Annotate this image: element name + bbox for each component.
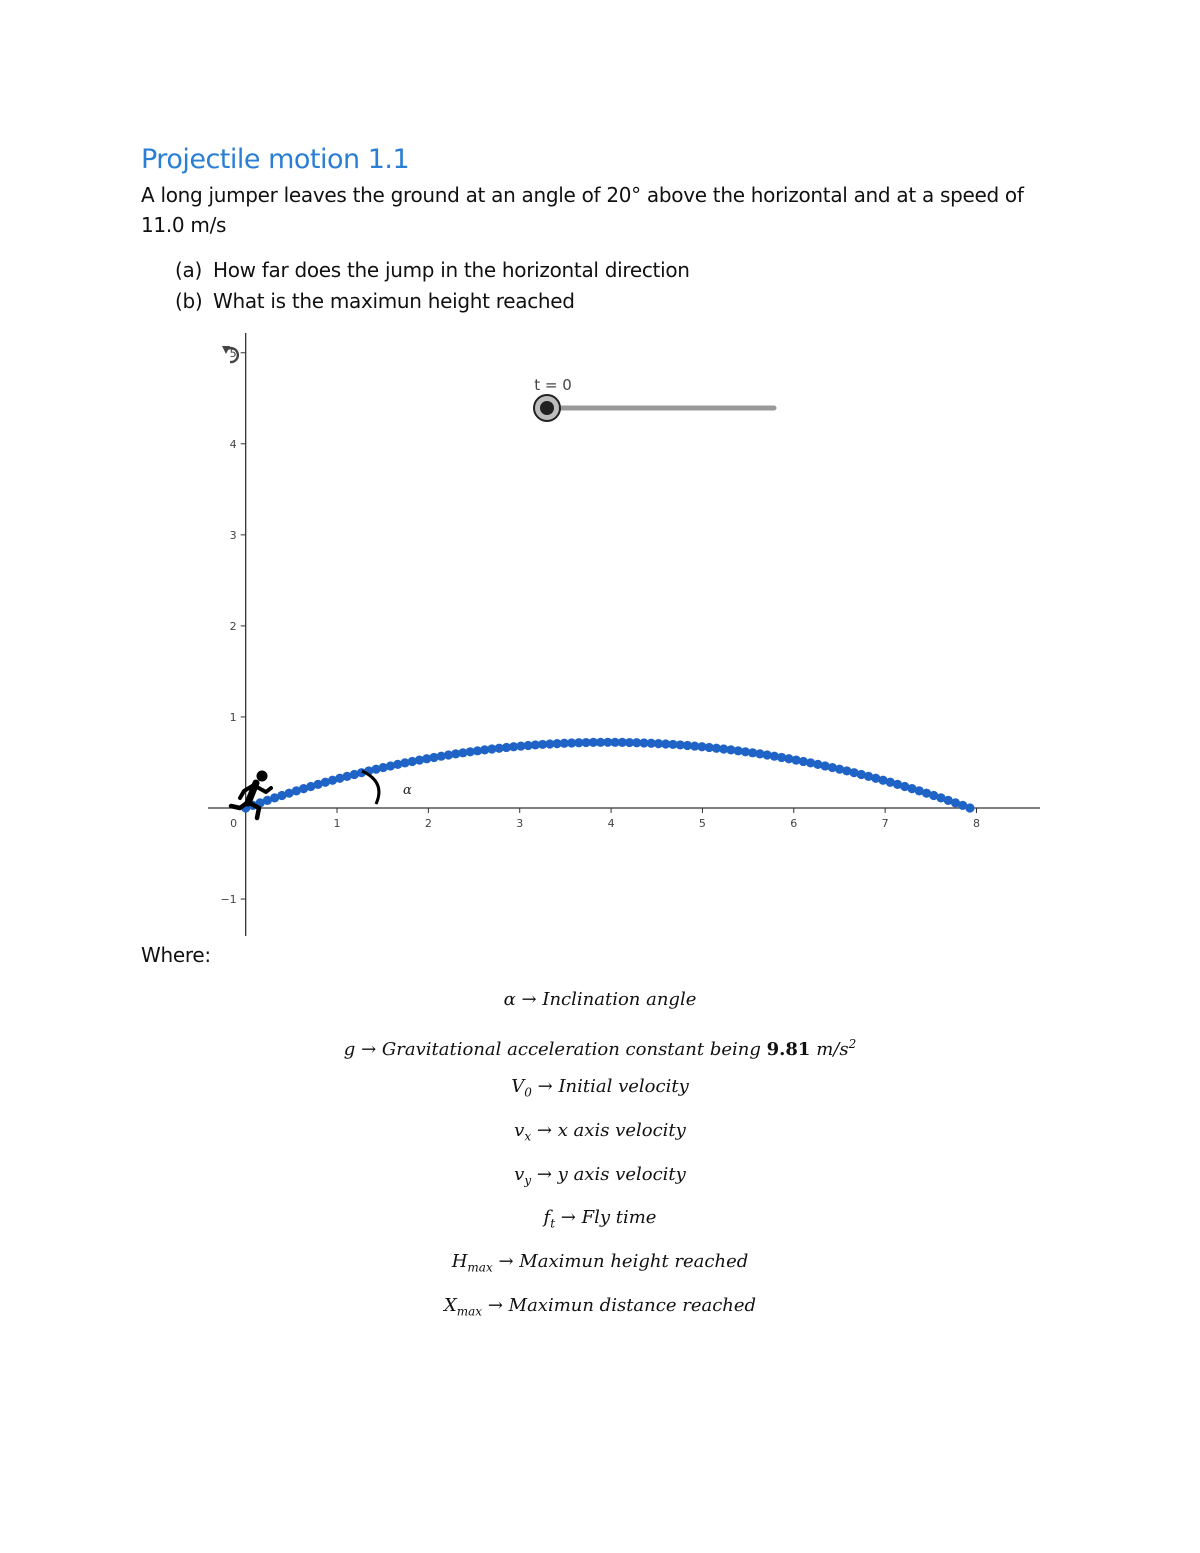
definition-row: [0, 1291, 1200, 1335]
arrow: →: [487, 1294, 503, 1316]
trajectory-series: [241, 738, 974, 813]
x-tick-label: 0: [230, 816, 238, 830]
y-tick-label: 4: [229, 437, 237, 451]
arrow: →: [536, 1163, 552, 1185]
question-list: [175, 255, 690, 317]
question-item: [175, 286, 690, 317]
projectile-graph[interactable]: [200, 330, 1045, 940]
definitions-list: [0, 985, 1200, 1335]
definition-row: [0, 1072, 1200, 1116]
def-subscript: x: [524, 1129, 532, 1144]
question-item: [175, 255, 690, 286]
definition-row: [0, 1203, 1200, 1247]
def-symbol: H: [451, 1251, 468, 1273]
definition-row: [0, 1247, 1200, 1291]
question-text: How far does the jump in the horizontal direction: [213, 258, 690, 282]
x-tick-label: 2: [424, 816, 432, 830]
def-subscript: max: [456, 1304, 483, 1319]
arrow: →: [537, 1076, 553, 1098]
def-symbol: g: [343, 1038, 356, 1060]
arrow: →: [536, 1120, 552, 1142]
trajectory-point: [965, 803, 974, 812]
slider-knob[interactable]: [534, 395, 560, 421]
page-title: Projectile motion 1.1: [141, 144, 410, 175]
y-tick-label: 5: [229, 346, 237, 360]
definition-row: [0, 985, 1200, 1029]
def-text: y axis velocity: [557, 1163, 686, 1185]
axis-ticks: [220, 347, 980, 906]
def-text: Initial velocity: [558, 1076, 689, 1098]
def-value: 9.81: [766, 1038, 811, 1060]
x-tick-label: 3: [516, 816, 524, 830]
def-superscript: 2: [848, 1036, 857, 1051]
def-subscript: t: [550, 1217, 556, 1232]
definition-row: [0, 1116, 1200, 1160]
y-tick-label: −1: [220, 893, 237, 907]
axes: [208, 333, 1040, 936]
x-tick-label: 4: [607, 816, 615, 830]
y-tick-label: 1: [229, 710, 237, 724]
x-tick-label: 7: [881, 816, 889, 830]
running-man-icon: [231, 771, 271, 819]
def-text: Maximun height reached: [519, 1251, 749, 1273]
arrow: →: [560, 1207, 576, 1229]
def-symbol: f: [543, 1207, 551, 1229]
x-tick-label: 1: [333, 816, 341, 830]
question-mark: (a): [175, 258, 202, 282]
def-text: x axis velocity: [557, 1120, 686, 1142]
x-tick-label: 8: [972, 816, 980, 830]
angle-label: α: [403, 783, 412, 798]
where-label: Where:: [141, 943, 211, 967]
arrow: →: [498, 1251, 514, 1273]
def-symbol: v: [514, 1120, 525, 1142]
arrow: →: [361, 1038, 377, 1060]
def-subscript: max: [467, 1260, 493, 1275]
arrow: →: [521, 989, 537, 1010]
def-text: Gravitational acceleration constant being: [381, 1038, 761, 1060]
x-tick-label: 5: [698, 816, 706, 830]
definition-row: [0, 1160, 1200, 1204]
def-symbol: X: [443, 1294, 457, 1316]
definition-row: [0, 1029, 1200, 1073]
y-tick-label: 3: [229, 528, 237, 542]
problem-statement: A long jumper leaves the ground at an angle of 20° above the horizontal and at a speed of 11.0 m/s: [141, 183, 1024, 237]
def-symbol: V: [511, 1076, 525, 1098]
def-text: Maximun distance reached: [508, 1294, 757, 1316]
def-subscript: 0: [524, 1085, 532, 1100]
question-text: What is the maximun height reached: [213, 289, 575, 313]
def-symbol: α: [503, 989, 516, 1010]
def-unit: m/s: [816, 1038, 849, 1060]
slider-label: t = 0: [534, 376, 572, 394]
x-tick-label: 6: [790, 816, 798, 830]
def-text: Inclination angle: [542, 989, 697, 1010]
question-mark: (b): [175, 289, 203, 313]
def-text: Fly time: [581, 1207, 657, 1229]
y-tick-label: 2: [229, 619, 237, 633]
def-symbol: v: [514, 1163, 525, 1185]
def-subscript: y: [524, 1173, 532, 1188]
